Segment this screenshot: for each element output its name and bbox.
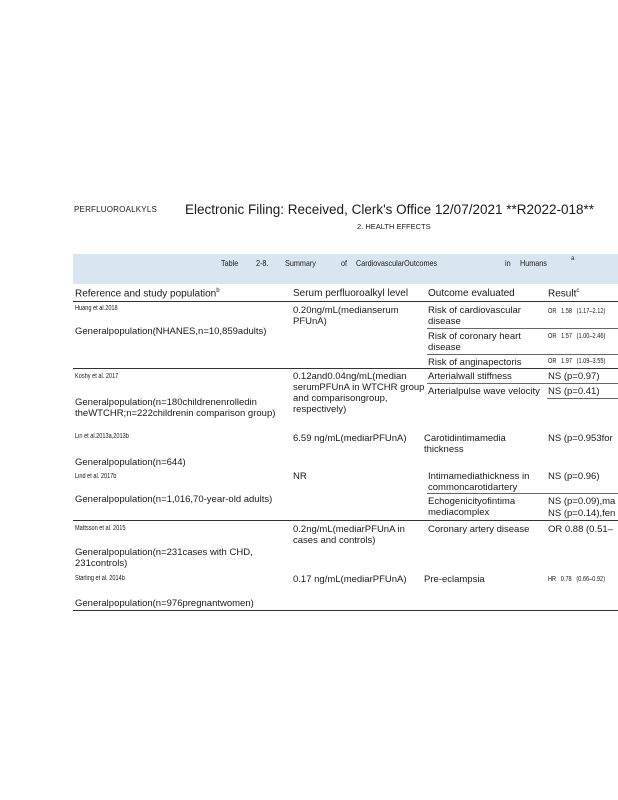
row-divider bbox=[427, 383, 618, 384]
outcome-evaluated: Risk of cardiovascular disease bbox=[428, 305, 521, 327]
outcome-evaluated: Intimamediathickness in commoncarotidartery bbox=[428, 471, 530, 493]
column-header-result: Result$^c$ bbox=[548, 288, 580, 300]
result-value: OR 1.97 (1.09–3.55) bbox=[548, 358, 606, 365]
column-header-outcome: Outcome evaluated bbox=[428, 288, 515, 299]
row-divider bbox=[427, 354, 618, 355]
study-population: Generalpopulation(n=976pregnantwomen) bbox=[75, 598, 254, 609]
study-reference: Koshy et al. 2017 bbox=[75, 373, 119, 380]
study-reference: Lind et al. 2017b bbox=[75, 473, 117, 480]
study-reference: Mattsson et al. 2015 bbox=[75, 525, 126, 532]
outcome-evaluated: Carotidintimamedia thickness bbox=[424, 433, 506, 455]
result-value: OR 1.57 (1.00–2.46) bbox=[548, 333, 606, 340]
study-serum-level: 0.2ng/mL(mediarPFUnA in cases and controls) bbox=[293, 524, 405, 546]
caption-summary: Summary bbox=[285, 258, 316, 268]
study-reference: Huang et al.2018 bbox=[75, 305, 118, 312]
caption-table: Table bbox=[221, 258, 239, 268]
table-bottom-rule bbox=[73, 610, 618, 611]
result-value: HR 0.78 (0.66–0.92) bbox=[548, 576, 605, 583]
study-population: Generalpopulation(n=1,016,70-year-old adults) bbox=[75, 494, 273, 505]
outcome-evaluated: Arterialpulse wave velocity bbox=[428, 386, 540, 397]
outcome-evaluated: Pre-eclampsia bbox=[424, 574, 485, 585]
result-value: NS (p=0.09),ma bbox=[548, 496, 616, 507]
row-divider bbox=[427, 493, 618, 494]
section-label: PERFLUOROALKYLS bbox=[74, 205, 158, 214]
caption-superscript: a bbox=[571, 256, 575, 262]
outcome-evaluated: Risk of coronary heart disease bbox=[428, 331, 521, 353]
study-rule bbox=[73, 368, 618, 369]
caption-in: in bbox=[505, 258, 511, 268]
column-header-reference: Reference and study population$^b$ bbox=[75, 288, 220, 300]
study-serum-level: NR bbox=[293, 471, 307, 482]
outcome-evaluated: Risk of anginapectoris bbox=[428, 357, 522, 368]
result-value: OR 1.58 (1.17–2.12) bbox=[548, 308, 606, 315]
row-divider bbox=[427, 328, 618, 329]
caption-humans: Humans bbox=[520, 258, 547, 268]
study-reference: Lin et al.2013a,2013b bbox=[75, 433, 129, 440]
caption-outcomes: CardiovascularOutcomes bbox=[356, 258, 438, 268]
study-reference: Starling et al. 2014b bbox=[75, 575, 125, 582]
result-value: NS (p=0.953for bbox=[548, 433, 613, 444]
result-value: OR 0.88 (0.51– bbox=[548, 524, 613, 535]
study-serum-level: 0.17 ng/mL(mediarPFUnA) bbox=[293, 574, 407, 585]
result-value: NS (p=0.96) bbox=[548, 471, 600, 482]
study-rule bbox=[73, 520, 618, 521]
study-population: Generalpopulation(NHANES,n=10,859adults) bbox=[75, 326, 267, 337]
result-value: NS (p=0.41) bbox=[548, 386, 600, 397]
outcome-evaluated: Echogenicityofintima mediacomplex bbox=[428, 496, 516, 518]
filing-stamp: Electronic Filing: Received, Clerk's Office 12/07/2021 **R2022-018** bbox=[185, 202, 595, 217]
study-population: Generalpopulation(n=644) bbox=[75, 457, 186, 468]
result-value: NS (p=0.97) bbox=[548, 371, 600, 382]
study-population: Generalpopulation(n=180childrenenrolledin theWTCHR;n=222childrenin comparison group) bbox=[75, 397, 276, 419]
chapter-heading: 2. HEALTH EFFECTS bbox=[357, 222, 431, 231]
study-serum-level: 0.12and0.04ng/mL(median serumPFUnA in WTCHR group and comparisongroup, respectively) bbox=[293, 371, 425, 415]
outcome-evaluated: Arterialwall stiffness bbox=[428, 371, 512, 382]
study-population: Generalpopulation(n=231cases with CHD, 231controls) bbox=[75, 547, 253, 569]
row-divider bbox=[547, 398, 618, 399]
study-serum-level: 0.20ng/mL(medianserum PFUnA) bbox=[293, 305, 399, 327]
caption-of: of bbox=[341, 258, 348, 268]
header-rule bbox=[73, 301, 618, 302]
outcome-evaluated: Coronary artery disease bbox=[428, 524, 530, 535]
result-value-line2: NS (p=0.14),fen bbox=[548, 508, 616, 519]
caption-number: 2-8. bbox=[256, 258, 269, 268]
study-serum-level: 6.59 ng/mL(mediarPFUnA) bbox=[293, 433, 407, 444]
column-header-serum: Serum perfluoroalkyl level bbox=[293, 288, 409, 299]
